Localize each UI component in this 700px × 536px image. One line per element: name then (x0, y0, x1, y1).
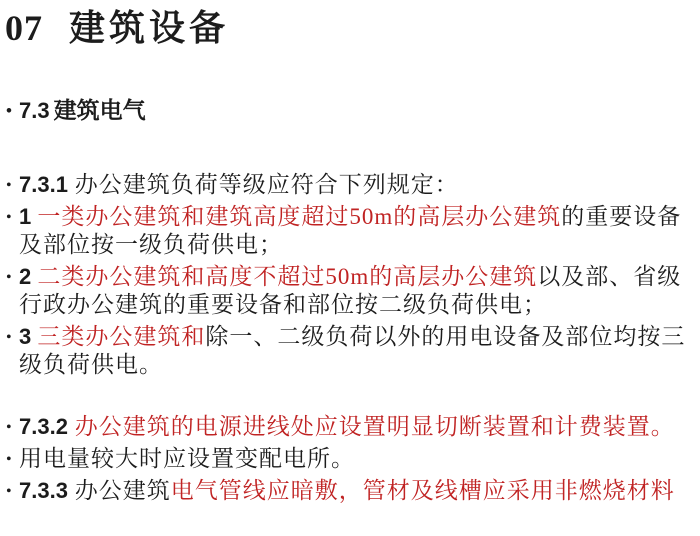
text-segment: 以及部、省级行政办公建筑的重要设备和部位按二级负荷供电； (19, 264, 682, 317)
text-segment: 电气管线应暗敷，管材及线槽应采用非燃烧材料 (170, 478, 675, 503)
text-segment: 3 (19, 324, 38, 349)
text-segment: 三类办公建筑和 (37, 324, 206, 349)
section-heading (0, 97, 700, 125)
bullet-icon: • (6, 101, 12, 120)
text-segment: 二类办公建筑和高度不超过50m的高层办公建筑 (37, 264, 538, 289)
bullet-icon: • (6, 483, 12, 500)
bullet-icon: • (6, 451, 12, 468)
text-segment: 办公建筑 (67, 478, 171, 503)
bullet-icon: • (6, 269, 12, 286)
text-segment: 一类办公建筑和建筑高度超过50m的高层办公建筑 (37, 204, 562, 229)
text-segment: 7.3.3 (19, 478, 68, 503)
text-segment: 的重要设备及部位按一级负荷供电； (19, 204, 682, 257)
text-segment: 除一、二级负荷以外的用电设备及部位均按三级负荷供电。 (19, 324, 686, 377)
bullet-list (0, 171, 700, 505)
paragraph (0, 171, 700, 199)
paragraph (0, 323, 700, 379)
section-heading-number: 7.3 (19, 98, 50, 123)
bullet-icon: • (6, 329, 12, 346)
page-title-number: 07 (5, 8, 43, 48)
text-segment: 7.3.2 (19, 414, 68, 439)
text-segment: 办公建筑的电源进线处应设置明显切断装置和计费装置。 (74, 414, 675, 439)
text-segment: 2 (19, 264, 38, 289)
text-segment: 办公建筑负荷等级应符合下列规定： (67, 172, 459, 197)
text-segment: 7.3.1 (19, 172, 68, 197)
text-segment: 用电量较大时应设置变配电所。 (19, 446, 355, 471)
text-segment (68, 414, 75, 439)
bullet-icon: • (6, 419, 12, 436)
bullet-icon: • (6, 209, 12, 226)
paragraph (0, 413, 700, 441)
section-heading-text: 建筑电气 (53, 98, 146, 123)
bullet-icon: • (6, 177, 12, 194)
paragraph (0, 263, 700, 319)
page-title-text: 建筑设备 (69, 8, 230, 48)
paragraph (0, 203, 700, 259)
paragraph (0, 445, 700, 473)
paragraph (0, 477, 700, 505)
text-segment: 1 (19, 204, 38, 229)
page-title (5, 6, 700, 50)
